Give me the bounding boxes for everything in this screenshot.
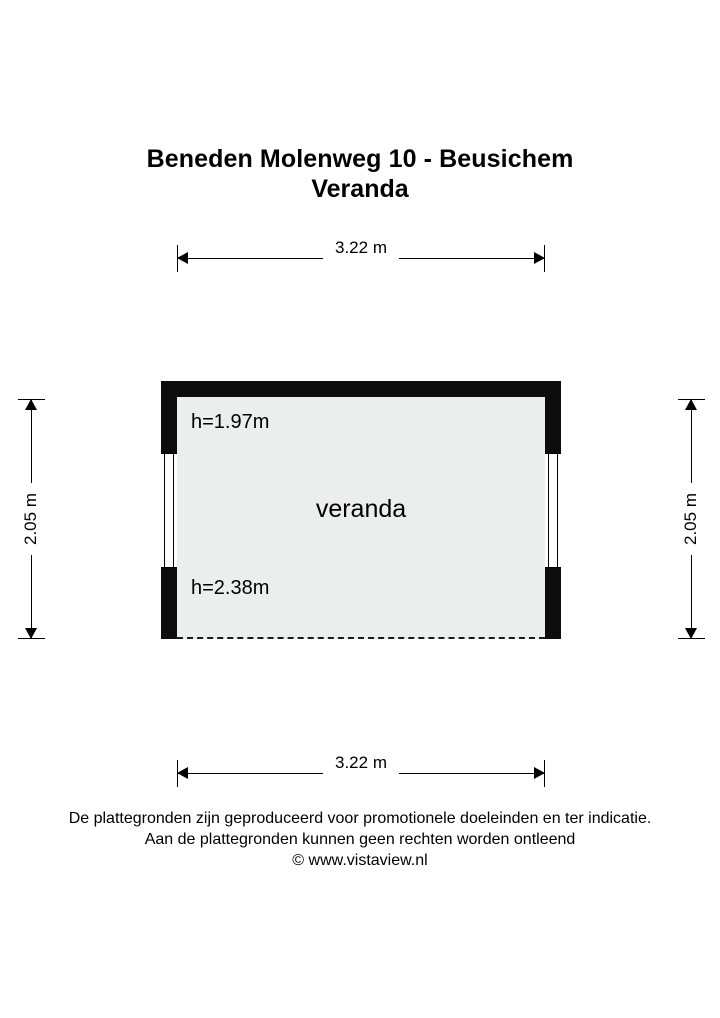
ceiling-height-top: h=1.97m	[191, 411, 270, 433]
dimension-label-left: 2.05 m	[17, 483, 45, 555]
ceiling-height-bottom: h=2.38m	[191, 577, 270, 599]
dimension-label-right: 2.05 m	[677, 483, 705, 555]
title-block	[0, 144, 720, 204]
dimension-top-width	[177, 237, 545, 267]
floorplan-drawing	[161, 381, 561, 639]
dimension-arrow-right	[534, 252, 545, 264]
dimension-label-bottom: 3.22 m	[323, 752, 399, 774]
page-title: Beneden Molenweg 10 - Beusichem	[146, 145, 574, 173]
dimension-arrow-bottom	[25, 628, 37, 639]
dimension-arrow-left	[177, 767, 188, 779]
dimension-arrow-top	[685, 399, 697, 410]
dimension-right-height	[671, 399, 711, 639]
page-subtitle: Veranda	[311, 175, 409, 203]
dimension-left-height	[11, 399, 51, 639]
wall-left-lower	[161, 566, 177, 639]
wall-top	[161, 381, 561, 397]
dimension-arrow-top	[25, 399, 37, 410]
open-edge-dashed	[177, 637, 545, 639]
copyright-line: © www.vistaview.nl	[292, 852, 428, 869]
footer-disclaimer	[0, 808, 720, 871]
dimension-arrow-bottom	[685, 628, 697, 639]
disclaimer-line-2: Aan de plattegronden kunnen geen rechten worden ontleend	[144, 831, 576, 848]
dimension-arrow-left	[177, 252, 188, 264]
room-label-veranda: veranda	[315, 495, 407, 523]
dimension-bottom-width	[177, 752, 545, 782]
dimension-arrow-right	[534, 767, 545, 779]
wall-right-upper	[545, 381, 561, 453]
wall-right-lower	[545, 566, 561, 639]
disclaimer-line-1: De plattegronden zijn geproduceerd voor promotionele doeleinden en ter indicatie.	[68, 810, 652, 827]
dimension-label-top: 3.22 m	[323, 237, 399, 259]
wall-left-upper	[161, 381, 177, 453]
